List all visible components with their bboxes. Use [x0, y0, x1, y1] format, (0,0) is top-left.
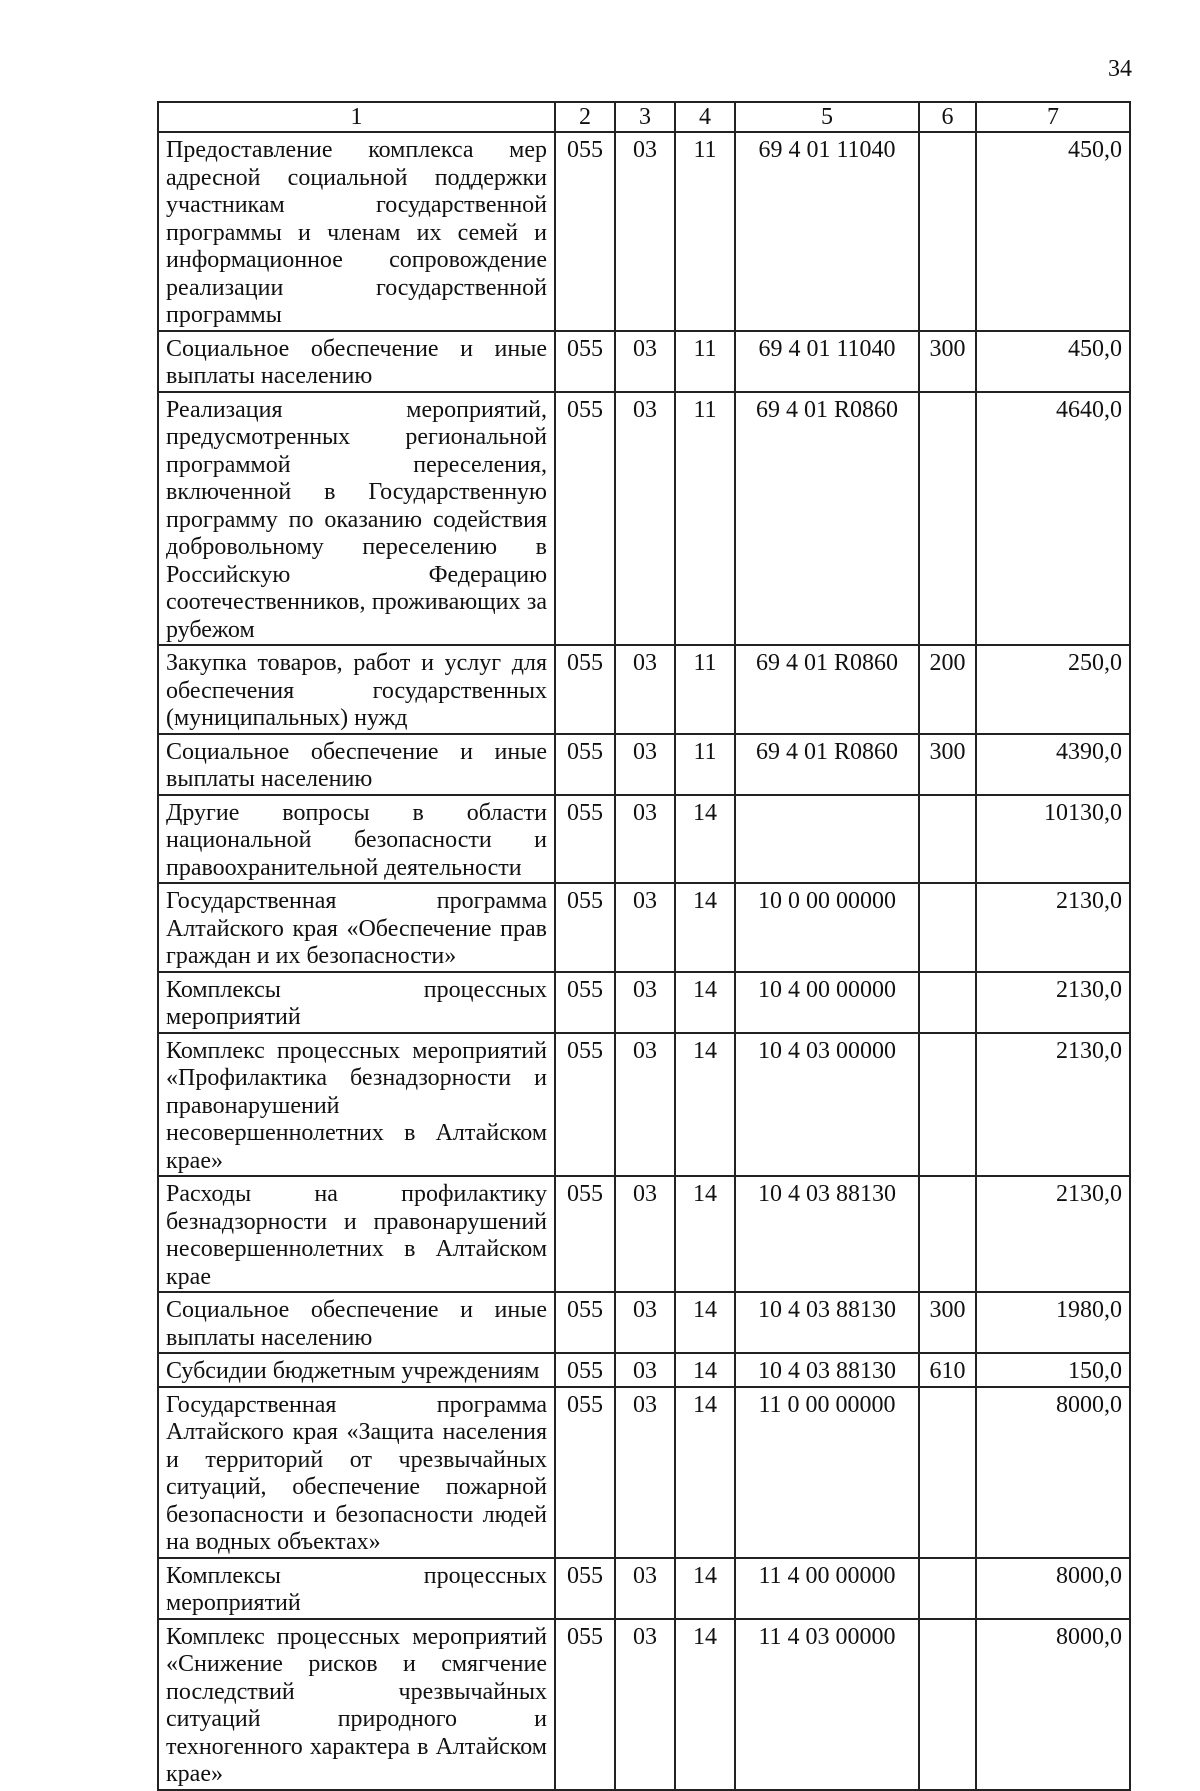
- row-name-cell: Предоставление комплекса мер адресной социальной поддержки участникам государственной программы и членам их семей и информационное сопровождение реализации государственной программы: [158, 132, 555, 331]
- target-article-cell: 10 4 03 00000: [735, 1033, 919, 1177]
- expense-type-cell: [919, 1387, 976, 1558]
- expense-type-cell: [919, 132, 976, 331]
- col-header-1: 1: [158, 102, 555, 132]
- subsection-code-cell: 14: [675, 1558, 735, 1619]
- ministry-code-cell: 055: [555, 645, 615, 734]
- ministry-code-cell: 055: [555, 883, 615, 972]
- ministry-code-cell: 055: [555, 1292, 615, 1353]
- target-article-cell: 69 4 01 11040: [735, 331, 919, 392]
- section-code-cell: 03: [615, 1292, 675, 1353]
- row-name-cell: Реализация мероприятий, предусмотренных региональной программой переселения, включенной в Государственную программу по оказанию содействия добровольному переселению в Российскую Федерацию соотечественников, проживающих за рубежом: [158, 392, 555, 646]
- amount-cell: 250,0: [976, 645, 1130, 734]
- expense-type-cell: 200: [919, 645, 976, 734]
- section-code-cell: 03: [615, 1387, 675, 1558]
- table-body: [158, 132, 1130, 1790]
- amount-cell: 1980,0: [976, 1292, 1130, 1353]
- table-row: [158, 1176, 1130, 1292]
- amount-cell: 2130,0: [976, 883, 1130, 972]
- section-code-cell: 03: [615, 1033, 675, 1177]
- expense-type-cell: [919, 883, 976, 972]
- amount-cell: 10130,0: [976, 795, 1130, 884]
- col-header-7: 7: [976, 102, 1130, 132]
- ministry-code-cell: 055: [555, 1176, 615, 1292]
- ministry-code-cell: 055: [555, 795, 615, 884]
- row-name-cell: Комплексы процессных мероприятий: [158, 972, 555, 1033]
- ministry-code-cell: 055: [555, 1619, 615, 1790]
- amount-cell: 4390,0: [976, 734, 1130, 795]
- amount-cell: 450,0: [976, 331, 1130, 392]
- expense-type-cell: 610: [919, 1353, 976, 1387]
- ministry-code-cell: 055: [555, 331, 615, 392]
- section-code-cell: 03: [615, 132, 675, 331]
- expense-type-cell: 300: [919, 734, 976, 795]
- expense-type-cell: [919, 1619, 976, 1790]
- ministry-code-cell: 055: [555, 1558, 615, 1619]
- col-header-5: 5: [735, 102, 919, 132]
- table-row: [158, 331, 1130, 392]
- row-name-cell: Социальное обеспечение и иные выплаты населению: [158, 331, 555, 392]
- target-article-cell: 11 0 00 00000: [735, 1387, 919, 1558]
- expense-type-cell: [919, 1033, 976, 1177]
- amount-cell: 8000,0: [976, 1619, 1130, 1790]
- subsection-code-cell: 14: [675, 972, 735, 1033]
- col-header-2: 2: [555, 102, 615, 132]
- expense-type-cell: [919, 1176, 976, 1292]
- row-name-cell: Закупка товаров, работ и услуг для обеспечения государственных (муниципальных) нужд: [158, 645, 555, 734]
- row-name-cell: Государственная программа Алтайского края «Защита населения и территорий от чрезвычайных ситуаций, обеспечение пожарной безопасности и безопасности людей на водных объектах»: [158, 1387, 555, 1558]
- table-row: [158, 883, 1130, 972]
- subsection-code-cell: 14: [675, 1292, 735, 1353]
- table-row: [158, 795, 1130, 884]
- budget-table: [157, 101, 1131, 1791]
- expense-type-cell: [919, 392, 976, 646]
- section-code-cell: 03: [615, 331, 675, 392]
- row-name-cell: Социальное обеспечение и иные выплаты населению: [158, 734, 555, 795]
- section-code-cell: 03: [615, 1176, 675, 1292]
- table-row: [158, 1558, 1130, 1619]
- target-article-cell: 10 4 03 88130: [735, 1176, 919, 1292]
- header-row: [158, 102, 1130, 132]
- col-header-3: 3: [615, 102, 675, 132]
- section-code-cell: 03: [615, 883, 675, 972]
- target-article-cell: 10 4 00 00000: [735, 972, 919, 1033]
- row-name-cell: Комплекс процессных мероприятий «Профилактика безнадзорности и правонарушений несовершеннолетних в Алтайском крае»: [158, 1033, 555, 1177]
- target-article-cell: 69 4 01 R0860: [735, 734, 919, 795]
- amount-cell: 8000,0: [976, 1387, 1130, 1558]
- table-row: [158, 392, 1130, 646]
- section-code-cell: 03: [615, 795, 675, 884]
- target-article-cell: 10 4 03 88130: [735, 1292, 919, 1353]
- expense-type-cell: 300: [919, 1292, 976, 1353]
- amount-cell: 150,0: [976, 1353, 1130, 1387]
- ministry-code-cell: 055: [555, 1033, 615, 1177]
- table-row: [158, 972, 1130, 1033]
- ministry-code-cell: 055: [555, 1353, 615, 1387]
- ministry-code-cell: 055: [555, 392, 615, 646]
- table-row: [158, 1292, 1130, 1353]
- subsection-code-cell: 14: [675, 883, 735, 972]
- expense-type-cell: [919, 972, 976, 1033]
- ministry-code-cell: 055: [555, 1387, 615, 1558]
- row-name-cell: Субсидии бюджетным учреждениям: [158, 1353, 555, 1387]
- target-article-cell: 11 4 00 00000: [735, 1558, 919, 1619]
- subsection-code-cell: 14: [675, 1033, 735, 1177]
- table-row: [158, 1619, 1130, 1790]
- target-article-cell: [735, 795, 919, 884]
- amount-cell: 8000,0: [976, 1558, 1130, 1619]
- expense-type-cell: [919, 795, 976, 884]
- ministry-code-cell: 055: [555, 734, 615, 795]
- table-row: [158, 1353, 1130, 1387]
- subsection-code-cell: 14: [675, 1619, 735, 1790]
- table-row: [158, 132, 1130, 331]
- row-name-cell: Государственная программа Алтайского края «Обеспечение прав граждан и их безопасности»: [158, 883, 555, 972]
- col-header-6: 6: [919, 102, 976, 132]
- row-name-cell: Комплексы процессных мероприятий: [158, 1558, 555, 1619]
- amount-cell: 4640,0: [976, 392, 1130, 646]
- subsection-code-cell: 11: [675, 645, 735, 734]
- section-code-cell: 03: [615, 734, 675, 795]
- amount-cell: 450,0: [976, 132, 1130, 331]
- section-code-cell: 03: [615, 972, 675, 1033]
- target-article-cell: 69 4 01 R0860: [735, 392, 919, 646]
- subsection-code-cell: 11: [675, 734, 735, 795]
- subsection-code-cell: 11: [675, 132, 735, 331]
- subsection-code-cell: 11: [675, 392, 735, 646]
- row-name-cell: Социальное обеспечение и иные выплаты населению: [158, 1292, 555, 1353]
- target-article-cell: 69 4 01 11040: [735, 132, 919, 331]
- target-article-cell: 10 4 03 88130: [735, 1353, 919, 1387]
- table-row: [158, 645, 1130, 734]
- row-name-cell: Расходы на профилактику безнадзорности и правонарушений несовершеннолетних в Алтайском крае: [158, 1176, 555, 1292]
- col-header-4: 4: [675, 102, 735, 132]
- target-article-cell: 10 0 00 00000: [735, 883, 919, 972]
- target-article-cell: 11 4 03 00000: [735, 1619, 919, 1790]
- row-name-cell: Комплекс процессных мероприятий «Снижение рисков и смягчение последствий чрезвычайных ситуаций природного и техногенного характера в Алтайском крае»: [158, 1619, 555, 1790]
- subsection-code-cell: 11: [675, 331, 735, 392]
- amount-cell: 2130,0: [976, 1033, 1130, 1177]
- ministry-code-cell: 055: [555, 972, 615, 1033]
- section-code-cell: 03: [615, 645, 675, 734]
- ministry-code-cell: 055: [555, 132, 615, 331]
- page-number: 34: [1108, 56, 1132, 82]
- subsection-code-cell: 14: [675, 1176, 735, 1292]
- subsection-code-cell: 14: [675, 795, 735, 884]
- section-code-cell: 03: [615, 392, 675, 646]
- target-article-cell: 69 4 01 R0860: [735, 645, 919, 734]
- section-code-cell: 03: [615, 1353, 675, 1387]
- expense-type-cell: [919, 1558, 976, 1619]
- table-row: [158, 734, 1130, 795]
- amount-cell: 2130,0: [976, 972, 1130, 1033]
- section-code-cell: 03: [615, 1619, 675, 1790]
- expense-type-cell: 300: [919, 331, 976, 392]
- amount-cell: 2130,0: [976, 1176, 1130, 1292]
- section-code-cell: 03: [615, 1558, 675, 1619]
- subsection-code-cell: 14: [675, 1387, 735, 1558]
- table-row: [158, 1387, 1130, 1558]
- row-name-cell: Другие вопросы в области национальной безопасности и правоохранительной деятельности: [158, 795, 555, 884]
- subsection-code-cell: 14: [675, 1353, 735, 1387]
- table-row: [158, 1033, 1130, 1177]
